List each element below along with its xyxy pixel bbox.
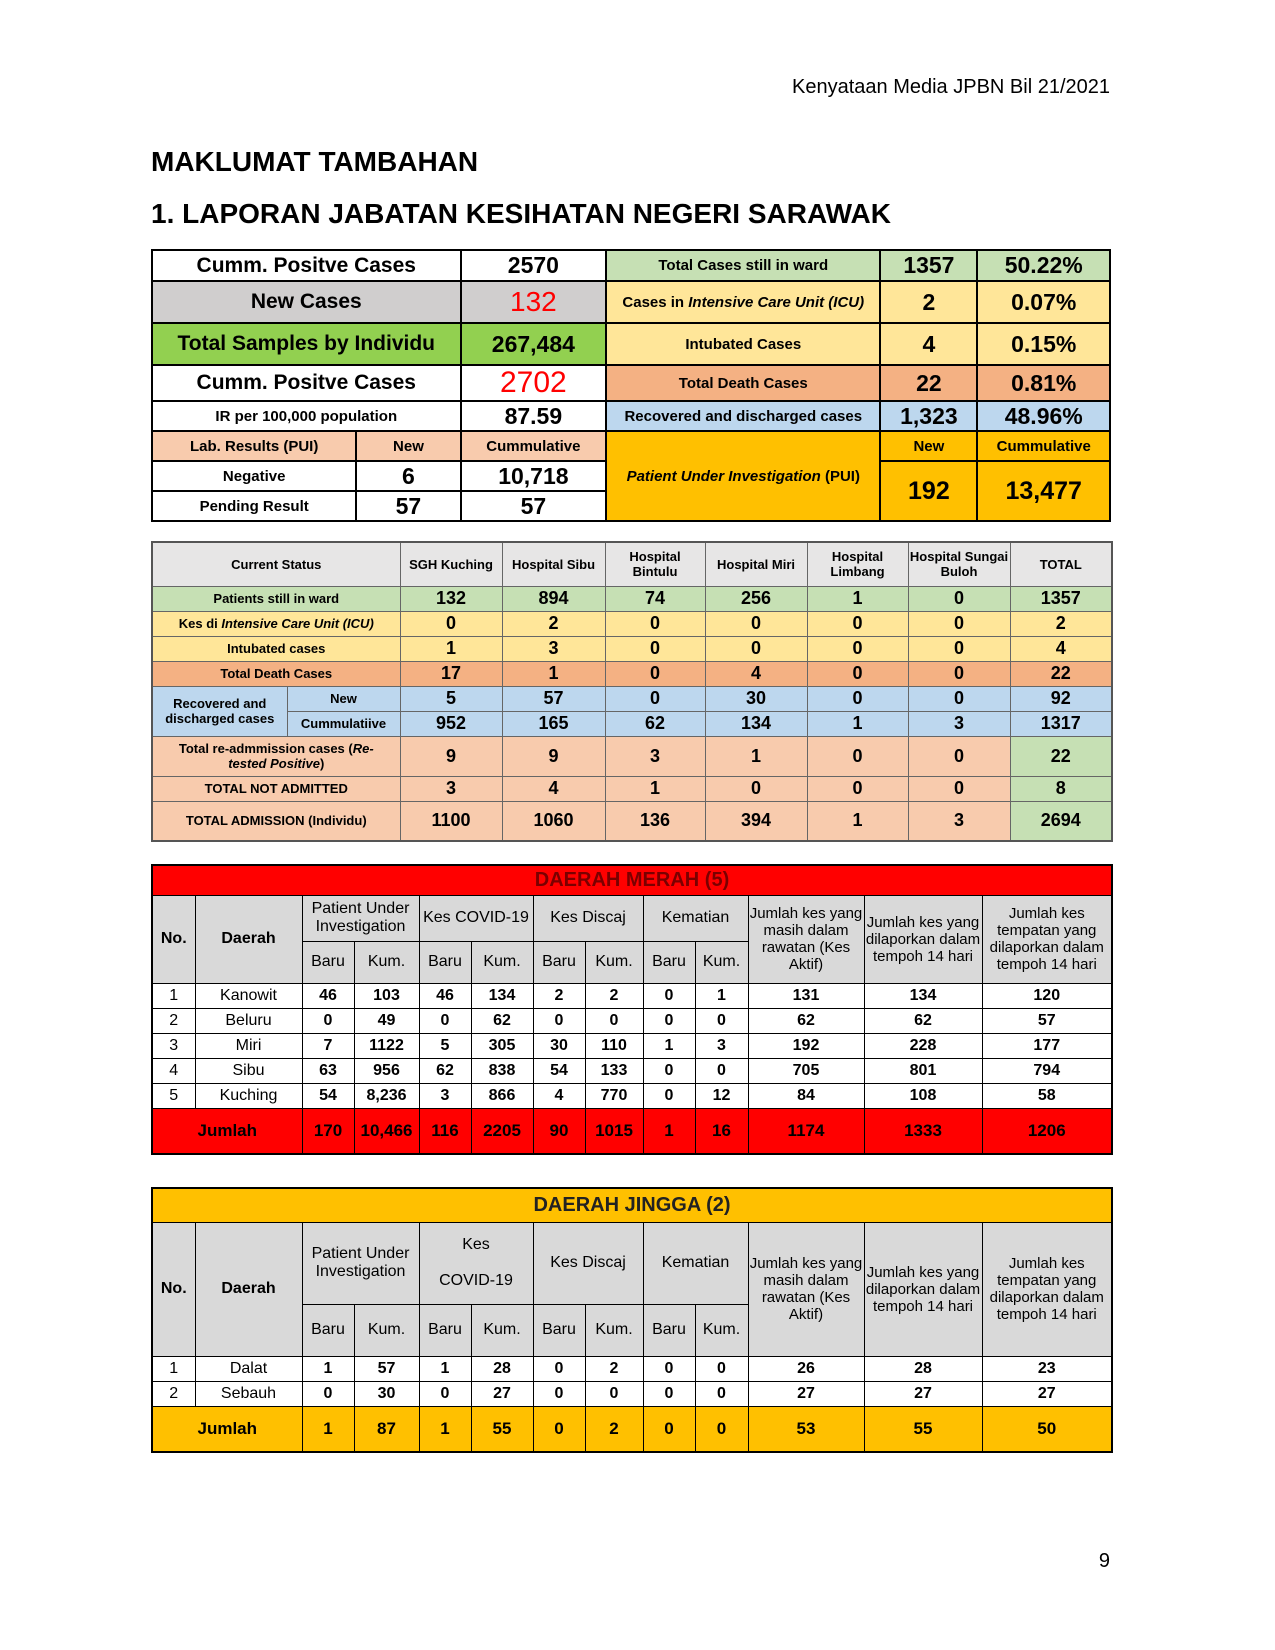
cell: 54 xyxy=(302,1083,354,1108)
cell: 0 xyxy=(705,636,807,661)
table-row xyxy=(152,776,1112,801)
new-cases-value: 132 xyxy=(461,281,607,323)
ir-label: IR per 100,000 population xyxy=(152,401,461,431)
row-label: Cummulatiive xyxy=(287,711,400,736)
pui-cum-value: 13,477 xyxy=(977,461,1110,521)
cell: 0 xyxy=(705,611,807,636)
col-kum: Kum. xyxy=(695,941,748,983)
hosp-header-total: TOTAL xyxy=(1010,542,1112,586)
col-aktif: Jumlah kes yang masih dalam rawatan (Kes Aktif) xyxy=(748,895,864,983)
cell: 0 xyxy=(419,1381,471,1406)
cell: 0 xyxy=(585,1008,643,1033)
col-baru: Baru xyxy=(419,941,471,983)
cell: 0 xyxy=(419,1008,471,1033)
cell: 17 xyxy=(400,661,502,686)
cell: 0 xyxy=(695,1008,748,1033)
col-pui: Patient Under Investigation xyxy=(302,895,419,941)
cell: 3 xyxy=(908,711,1010,736)
cell: 0 xyxy=(605,611,705,636)
recovered-group-label: Recovered and discharged cases xyxy=(152,686,287,736)
cell: 838 xyxy=(471,1058,533,1083)
cell: 30 xyxy=(705,686,807,711)
district-name: Miri xyxy=(195,1033,302,1058)
cell: 108 xyxy=(864,1083,982,1108)
table-row xyxy=(152,661,1112,686)
cell: 0 xyxy=(908,686,1010,711)
cell: 0 xyxy=(605,636,705,661)
recovered-value: 1,323 xyxy=(880,401,977,431)
hosp-header-sungai-buloh: Hospital Sungai Buloh xyxy=(908,542,1010,586)
row-label: Patients still in ward xyxy=(152,586,400,611)
intubated-value: 4 xyxy=(880,323,977,365)
total-cell: 0 xyxy=(533,1406,585,1452)
col-baru: Baru xyxy=(302,941,354,983)
cell: 866 xyxy=(471,1083,533,1108)
total-cell: 1174 xyxy=(748,1108,864,1154)
cell: 0 xyxy=(807,736,908,776)
icu-pct: 0.07% xyxy=(977,281,1110,323)
col-baru: Baru xyxy=(643,941,695,983)
cell: 9 xyxy=(502,736,605,776)
lab-cum-header: Cummulative xyxy=(461,431,607,461)
total-label: Jumlah xyxy=(152,1108,302,1154)
cell: 62 xyxy=(748,1008,864,1033)
cell: 1 xyxy=(705,736,807,776)
total-cell: 1 xyxy=(302,1406,354,1452)
cell: 0 xyxy=(695,1058,748,1083)
cell: 3 xyxy=(502,636,605,661)
cell: 1 xyxy=(419,1356,471,1381)
cell: 8,236 xyxy=(354,1083,419,1108)
total-cell: 1333 xyxy=(864,1108,982,1154)
cell: 1 xyxy=(807,801,908,841)
table-row xyxy=(152,636,1112,661)
district-name: Kanowit xyxy=(195,983,302,1008)
cell: 134 xyxy=(471,983,533,1008)
cell: 3 xyxy=(695,1033,748,1058)
cell: 63 xyxy=(302,1058,354,1083)
intubated-pct: 0.15% xyxy=(977,323,1110,365)
district-name: Dalat xyxy=(195,1356,302,1381)
cell: 134 xyxy=(705,711,807,736)
cell: 0 xyxy=(908,736,1010,776)
table-row xyxy=(152,711,1112,736)
cell: 3 xyxy=(908,801,1010,841)
cell: 57 xyxy=(502,686,605,711)
cell: 0 xyxy=(908,611,1010,636)
cell: 0 xyxy=(807,686,908,711)
total-cell: 0 xyxy=(643,1406,695,1452)
table-row xyxy=(152,801,1112,841)
pui-new-value: 192 xyxy=(880,461,977,521)
col-baru: Baru xyxy=(419,1304,471,1356)
cell: 256 xyxy=(705,586,807,611)
cell: 705 xyxy=(748,1058,864,1083)
cell: 1357 xyxy=(1010,586,1112,611)
cell: 770 xyxy=(585,1083,643,1108)
row-label: New xyxy=(287,686,400,711)
col-baru: Baru xyxy=(643,1304,695,1356)
col-discaj: Kes Discaj xyxy=(533,895,643,941)
row-label: Total re-admmission cases (Re-tested Positive) xyxy=(152,736,400,776)
hosp-header-limbang: Hospital Limbang xyxy=(807,542,908,586)
col-discaj: Kes Discaj xyxy=(533,1222,643,1304)
ward-label: Total Cases still in ward xyxy=(606,250,880,281)
cell: 1060 xyxy=(502,801,605,841)
icu-value: 2 xyxy=(880,281,977,323)
cell: 3 xyxy=(605,736,705,776)
cumm-value: 2570 xyxy=(461,250,607,281)
cell: 0 xyxy=(643,1083,695,1108)
total-cell: 90 xyxy=(533,1108,585,1154)
col-kum: Kum. xyxy=(471,1304,533,1356)
section-title: MAKLUMAT TAMBAHAN xyxy=(151,146,479,177)
cell: 0 xyxy=(695,1356,748,1381)
cell: 1122 xyxy=(354,1033,419,1058)
total-cell: 55 xyxy=(864,1406,982,1452)
cell: 0 xyxy=(908,636,1010,661)
cell: 0 xyxy=(533,1008,585,1033)
cell: 794 xyxy=(982,1058,1112,1083)
cell: 0 xyxy=(643,983,695,1008)
cell: 3 xyxy=(152,1033,195,1058)
cell: 0 xyxy=(302,1381,354,1406)
cell: 30 xyxy=(354,1381,419,1406)
cell: 5 xyxy=(400,686,502,711)
cell: 26 xyxy=(748,1356,864,1381)
cell: 956 xyxy=(354,1058,419,1083)
cell: 0 xyxy=(807,776,908,801)
total-cell: 1 xyxy=(419,1406,471,1452)
cell: 4 xyxy=(152,1058,195,1083)
cell: 952 xyxy=(400,711,502,736)
table-row xyxy=(152,1356,1112,1381)
total-cell: 1 xyxy=(643,1108,695,1154)
cell: 1 xyxy=(152,1356,195,1381)
cell: 0 xyxy=(585,1381,643,1406)
cell: 228 xyxy=(864,1033,982,1058)
pending-new: 57 xyxy=(356,491,460,521)
cell: 136 xyxy=(605,801,705,841)
document-header: Kenyataan Media JPBN Bil 21/2021 xyxy=(792,76,1110,98)
col-14hari: Jumlah kes yang dilaporkan dalam tempoh 14 hari xyxy=(864,1222,982,1356)
table-row xyxy=(152,586,1112,611)
cell: 0 xyxy=(605,661,705,686)
cell: 3 xyxy=(419,1083,471,1108)
jingga-total-row xyxy=(152,1406,1112,1452)
death-label: Total Death Cases xyxy=(606,365,880,401)
col-kum: Kum. xyxy=(695,1304,748,1356)
district-name: Sebauh xyxy=(195,1381,302,1406)
cell: 1 xyxy=(695,983,748,1008)
cell: 1 xyxy=(152,983,195,1008)
cell: 120 xyxy=(982,983,1112,1008)
cell: 27 xyxy=(864,1381,982,1406)
col-kum: Kum. xyxy=(354,1304,419,1356)
cell: 54 xyxy=(533,1058,585,1083)
table-row xyxy=(152,686,1112,711)
cell: 1317 xyxy=(1010,711,1112,736)
pending-cum: 57 xyxy=(461,491,607,521)
table-row xyxy=(152,983,1112,1008)
cell: 0 xyxy=(643,1008,695,1033)
cell: 2 xyxy=(533,983,585,1008)
col-daerah: Daerah xyxy=(195,1222,302,1356)
negative-new: 6 xyxy=(356,461,460,491)
jingga-body xyxy=(152,1356,1112,1406)
cell: 1 xyxy=(605,776,705,801)
cell: 165 xyxy=(502,711,605,736)
district-name: Kuching xyxy=(195,1083,302,1108)
cell: 305 xyxy=(471,1033,533,1058)
cell: 84 xyxy=(748,1083,864,1108)
merah-title: DAERAH MERAH (5) xyxy=(152,865,1112,895)
hosp-header-sibu: Hospital Sibu xyxy=(502,542,605,586)
cell: 28 xyxy=(471,1356,533,1381)
cell: 1 xyxy=(807,711,908,736)
cell: 22 xyxy=(1010,736,1112,776)
samples-value: 267,484 xyxy=(461,323,607,365)
col-kes: Kes COVID-19 xyxy=(419,1222,533,1304)
col-kum: Kum. xyxy=(354,941,419,983)
cell: 103 xyxy=(354,983,419,1008)
cell: 1100 xyxy=(400,801,502,841)
total-cell: 1206 xyxy=(982,1108,1112,1154)
col-no: No. xyxy=(152,895,195,983)
cell: 27 xyxy=(471,1381,533,1406)
cell: 0 xyxy=(643,1058,695,1083)
cell: 0 xyxy=(807,661,908,686)
recovered-pct: 48.96% xyxy=(977,401,1110,431)
table-row xyxy=(152,1008,1112,1033)
icu-label: Cases in Intensive Care Unit (ICU) xyxy=(606,281,880,323)
cell: 0 xyxy=(908,661,1010,686)
cell: 27 xyxy=(748,1381,864,1406)
cell: 2 xyxy=(152,1381,195,1406)
cumm2-value: 2702 xyxy=(461,365,607,401)
negative-label: Negative xyxy=(152,461,356,491)
cell: 894 xyxy=(502,586,605,611)
total-cell: 116 xyxy=(419,1108,471,1154)
col-kum: Kum. xyxy=(585,1304,643,1356)
intubated-label: Intubated Cases xyxy=(606,323,880,365)
hosp-header-kuching: SGH Kuching xyxy=(400,542,502,586)
negative-cum: 10,718 xyxy=(461,461,607,491)
cell: 22 xyxy=(1010,661,1112,686)
col-kematian: Kematian xyxy=(643,1222,748,1304)
cell: 4 xyxy=(533,1083,585,1108)
cell: 9 xyxy=(400,736,502,776)
cell: 3 xyxy=(400,776,502,801)
cell: 131 xyxy=(748,983,864,1008)
cell: 49 xyxy=(354,1008,419,1033)
total-label: Jumlah xyxy=(152,1406,302,1452)
cell: 110 xyxy=(585,1033,643,1058)
cell: 4 xyxy=(1010,636,1112,661)
cell: 0 xyxy=(807,636,908,661)
total-cell: 87 xyxy=(354,1406,419,1452)
col-no: No. xyxy=(152,1222,195,1356)
col-kum: Kum. xyxy=(585,941,643,983)
ir-value: 87.59 xyxy=(461,401,607,431)
row-label: Intubated cases xyxy=(152,636,400,661)
col-14hari: Jumlah kes yang dilaporkan dalam tempoh 14 hari xyxy=(864,895,982,983)
cell: 1 xyxy=(302,1356,354,1381)
cell: 8 xyxy=(1010,776,1112,801)
col-pui: Patient Under Investigation xyxy=(302,1222,419,1304)
summary-table xyxy=(151,249,1111,522)
cell: 192 xyxy=(748,1033,864,1058)
cell: 74 xyxy=(605,586,705,611)
row-label: Total Death Cases xyxy=(152,661,400,686)
total-cell: 1015 xyxy=(585,1108,643,1154)
hosp-header-bintulu: Hospital Bintulu xyxy=(605,542,705,586)
total-cell: 16 xyxy=(695,1108,748,1154)
cell: 62 xyxy=(864,1008,982,1033)
district-name: Sibu xyxy=(195,1058,302,1083)
cell: 134 xyxy=(864,983,982,1008)
cell: 2 xyxy=(585,1356,643,1381)
col-baru: Baru xyxy=(533,1304,585,1356)
cell: 62 xyxy=(419,1058,471,1083)
cumm2-label: Cumm. Positve Cases xyxy=(152,365,461,401)
death-pct: 0.81% xyxy=(977,365,1110,401)
cell: 7 xyxy=(302,1033,354,1058)
table-row xyxy=(152,736,1112,776)
table-row xyxy=(152,1033,1112,1058)
col-tempatan: Jumlah kes tempatan yang dilaporkan dalam tempoh 14 hari xyxy=(982,1222,1112,1356)
col-daerah: Daerah xyxy=(195,895,302,983)
col-kes: Kes COVID-19 xyxy=(419,895,533,941)
cell: 2 xyxy=(585,983,643,1008)
cell: 0 xyxy=(302,1008,354,1033)
new-cases-label: New Cases xyxy=(152,281,461,323)
hosp-header-miri: Hospital Miri xyxy=(705,542,807,586)
total-cell: 50 xyxy=(982,1406,1112,1452)
total-cell: 53 xyxy=(748,1406,864,1452)
row-label: Kes di Intensive Care Unit (ICU) xyxy=(152,611,400,636)
total-cell: 170 xyxy=(302,1108,354,1154)
col-aktif: Jumlah kes yang masih dalam rawatan (Kes Aktif) xyxy=(748,1222,864,1356)
cell: 62 xyxy=(471,1008,533,1033)
pui-label: Patient Under Investigation (PUI) xyxy=(606,431,880,521)
cell: 0 xyxy=(605,686,705,711)
cell: 58 xyxy=(982,1083,1112,1108)
col-kum: Kum. xyxy=(471,941,533,983)
table-row xyxy=(152,1381,1112,1406)
cell: 2 xyxy=(152,1008,195,1033)
daerah-merah-table xyxy=(151,864,1113,1155)
cell: 2 xyxy=(502,611,605,636)
cell: 30 xyxy=(533,1033,585,1058)
hosp-header-status: Current Status xyxy=(152,542,400,586)
cell: 4 xyxy=(502,776,605,801)
cell: 62 xyxy=(605,711,705,736)
col-baru: Baru xyxy=(302,1304,354,1356)
lab-new-header: New xyxy=(356,431,460,461)
cell: 23 xyxy=(982,1356,1112,1381)
cell: 0 xyxy=(643,1356,695,1381)
cell: 92 xyxy=(1010,686,1112,711)
district-name: Beluru xyxy=(195,1008,302,1033)
cell: 0 xyxy=(908,776,1010,801)
ward-pct: 50.22% xyxy=(977,250,1110,281)
cell: 0 xyxy=(533,1356,585,1381)
cell: 46 xyxy=(302,983,354,1008)
samples-label: Total Samples by Individu xyxy=(152,323,461,365)
cell: 0 xyxy=(533,1381,585,1406)
pui-new-header: New xyxy=(880,431,977,461)
total-cell: 55 xyxy=(471,1406,533,1452)
col-tempatan: Jumlah kes tempatan yang dilaporkan dalam tempoh 14 hari xyxy=(982,895,1112,983)
cell: 0 xyxy=(695,1381,748,1406)
col-baru: Baru xyxy=(533,941,585,983)
cell: 46 xyxy=(419,983,471,1008)
daerah-jingga-table xyxy=(151,1187,1113,1453)
cell: 132 xyxy=(400,586,502,611)
cell: 1 xyxy=(807,586,908,611)
cell: 0 xyxy=(705,776,807,801)
row-label: TOTAL ADMISSION (Individu) xyxy=(152,801,400,841)
cell: 177 xyxy=(982,1033,1112,1058)
ward-value: 1357 xyxy=(880,250,977,281)
cell: 4 xyxy=(705,661,807,686)
table-row xyxy=(152,1083,1112,1108)
cell: 1 xyxy=(502,661,605,686)
pending-label: Pending Result xyxy=(152,491,356,521)
report-title: 1. LAPORAN JABATAN KESIHATAN NEGERI SARAWAK xyxy=(151,198,891,229)
total-cell: 2205 xyxy=(471,1108,533,1154)
merah-total-row xyxy=(152,1108,1112,1154)
cell: 12 xyxy=(695,1083,748,1108)
pui-cum-header: Cummulative xyxy=(977,431,1110,461)
cell: 5 xyxy=(152,1083,195,1108)
cell: 133 xyxy=(585,1058,643,1083)
recovered-label: Recovered and discharged cases xyxy=(606,401,880,431)
col-kematian: Kematian xyxy=(643,895,748,941)
table-row xyxy=(152,611,1112,636)
cell: 5 xyxy=(419,1033,471,1058)
jingga-title: DAERAH JINGGA (2) xyxy=(152,1188,1112,1222)
death-value: 22 xyxy=(880,365,977,401)
cell: 27 xyxy=(982,1381,1112,1406)
total-cell: 2 xyxy=(585,1406,643,1452)
cumm-label: Cumm. Positve Cases xyxy=(152,250,461,281)
hospital-table xyxy=(151,541,1113,842)
cell: 28 xyxy=(864,1356,982,1381)
total-cell: 10,466 xyxy=(354,1108,419,1154)
cell: 0 xyxy=(643,1381,695,1406)
cell: 57 xyxy=(354,1356,419,1381)
cell: 2694 xyxy=(1010,801,1112,841)
row-label: TOTAL NOT ADMITTED xyxy=(152,776,400,801)
cell: 0 xyxy=(908,586,1010,611)
cell: 1 xyxy=(400,636,502,661)
cell: 0 xyxy=(400,611,502,636)
lab-label: Lab. Results (PUI) xyxy=(152,431,356,461)
page-number: 9 xyxy=(1098,1550,1110,1572)
table-row xyxy=(152,1058,1112,1083)
total-cell: 0 xyxy=(695,1406,748,1452)
cell: 394 xyxy=(705,801,807,841)
cell: 801 xyxy=(864,1058,982,1083)
cell: 2 xyxy=(1010,611,1112,636)
merah-body xyxy=(152,983,1112,1108)
cell: 0 xyxy=(807,611,908,636)
cell: 1 xyxy=(643,1033,695,1058)
cell: 57 xyxy=(982,1008,1112,1033)
